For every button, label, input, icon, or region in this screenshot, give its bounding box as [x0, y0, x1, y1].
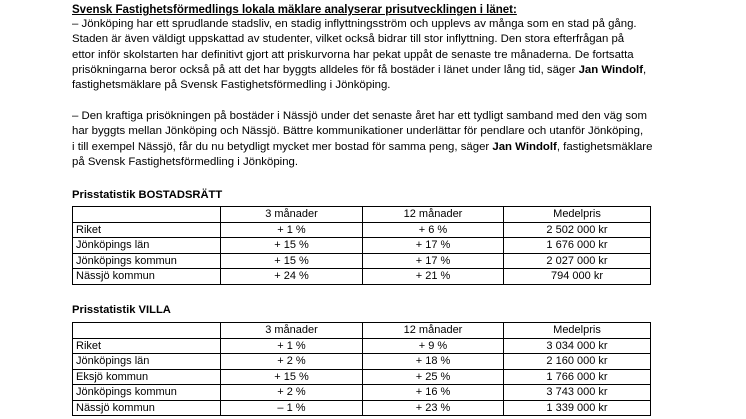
table-cell: + 25 % — [363, 369, 504, 385]
column-header: 12 månader — [363, 207, 504, 223]
table-cell: + 2 % — [221, 385, 363, 401]
table-row — [73, 354, 651, 370]
table-cell: + 6 % — [363, 222, 504, 238]
table-cell: + 1 % — [221, 222, 363, 238]
speaker-name: Jan Windolf — [492, 140, 557, 153]
table-cell: + 15 % — [221, 253, 363, 269]
row-label: Nässjö kommun — [73, 269, 221, 285]
row-label: Riket — [73, 338, 221, 354]
table-cell: + 21 % — [363, 269, 504, 285]
table-cell: + 9 % — [363, 338, 504, 354]
column-header: 3 månader — [221, 207, 363, 223]
paragraph-text: prisökningarna beror också på att det har byggts alldeles för få bostäder i länet under lång tid, säger — [72, 63, 579, 76]
table-cell: + 1 % — [221, 338, 363, 354]
paragraph-text: i till exempel Nässjö, får du nu betydligt mycket mer bostad för samma peng, säger — [72, 140, 493, 153]
column-header: 12 månader — [363, 323, 504, 339]
row-label: Nässjö kommun — [73, 400, 221, 416]
table-cell: + 17 % — [363, 253, 504, 269]
table-cell: + 15 % — [221, 369, 363, 385]
table-row — [73, 400, 651, 416]
document-heading: Svensk Fastighetsförmedlings lokala mäklare analyserar prisutvecklingen i länet: — [72, 4, 517, 16]
row-label: Jönköpings län — [73, 238, 221, 254]
table-cell: + 18 % — [363, 354, 504, 370]
table-cell: 1 339 000 kr — [504, 400, 651, 416]
paragraph-line: fastighetsmäklare på Svensk Fastighetsförmedling i Jönköping. — [72, 79, 391, 92]
table-cell: 1 676 000 kr — [504, 238, 651, 254]
table-row — [73, 385, 651, 401]
table-cell: 2 027 000 kr — [504, 253, 651, 269]
table-cell: + 17 % — [363, 238, 504, 254]
column-header: Medelpris — [504, 207, 651, 223]
row-label: Jönköpings kommun — [73, 253, 221, 269]
paragraph-line — [72, 140, 682, 155]
table-cell: + 23 % — [363, 400, 504, 416]
quote-paragraph-2 — [72, 109, 682, 170]
table-cell: 3 743 000 kr — [504, 385, 651, 401]
paragraph-line: ettor inför skolstarten har definitivt gjort att priskurvorna har pekat uppåt de senaste tre månaderna. De fortsatta — [72, 48, 634, 61]
paragraph-line: Staden är även väldigt uppskattad av studenter, vilket också bidrar till stor inflyttning. Den stora efterfrågan på — [72, 33, 625, 46]
price-table-bostadsratt — [72, 206, 651, 285]
paragraph-text: , — [643, 63, 647, 76]
table-header-row — [73, 323, 651, 339]
table-row — [73, 222, 651, 238]
table-row — [73, 369, 651, 385]
price-table-villa — [72, 322, 651, 416]
table-row — [73, 238, 651, 254]
column-header: 3 månader — [221, 323, 363, 339]
table-cell: 794 000 kr — [504, 269, 651, 285]
table-row — [73, 253, 651, 269]
paragraph-line: – Jönköping har ett sprudlande stadsliv, en stadig inflyttningsström och upplevs av många som en stad på gång. — [72, 18, 637, 30]
row-label: Jönköpings kommun — [73, 385, 221, 401]
table-cell: – 1 % — [221, 400, 363, 416]
paragraph-text: , fastighetsmäklare — [556, 140, 653, 153]
row-label: Jönköpings län — [73, 354, 221, 370]
quote-paragraph-1 — [72, 17, 682, 93]
column-header: Medelpris — [504, 323, 651, 339]
column-header — [73, 323, 221, 339]
table-title-villa: Prisstatistik VILLA — [72, 304, 171, 316]
table-cell: 3 034 000 kr — [504, 338, 651, 354]
paragraph-line: på Svensk Fastighetsförmedling i Jönköping. — [72, 155, 299, 168]
table-row — [73, 338, 651, 354]
table-row — [73, 269, 651, 285]
table-header-row — [73, 207, 651, 223]
table-cell: + 15 % — [221, 238, 363, 254]
table-title-bostadsratt: Prisstatistik BOSTADSRÄTT — [72, 189, 223, 201]
row-label: Riket — [73, 222, 221, 238]
column-header — [73, 207, 221, 223]
table-cell: + 24 % — [221, 269, 363, 285]
paragraph-line: har byggts mellan Jönköping och Nässjö. Bättre kommunikationer underlättar för pendlare och utanför Jönköping, — [72, 125, 644, 138]
table-cell: 2 502 000 kr — [504, 222, 651, 238]
speaker-name: Jan Windolf — [578, 63, 644, 76]
table-cell: 1 766 000 kr — [504, 369, 651, 385]
table-cell: + 16 % — [363, 385, 504, 401]
table-cell: 2 160 000 kr — [504, 354, 651, 370]
paragraph-line — [72, 63, 682, 78]
row-label: Eksjö kommun — [73, 369, 221, 385]
table-cell: + 2 % — [221, 354, 363, 370]
paragraph-line: – Den kraftiga prisökningen på bostäder i Nässjö under det senaste året har ett tydligt samband med den väg som — [72, 110, 647, 122]
